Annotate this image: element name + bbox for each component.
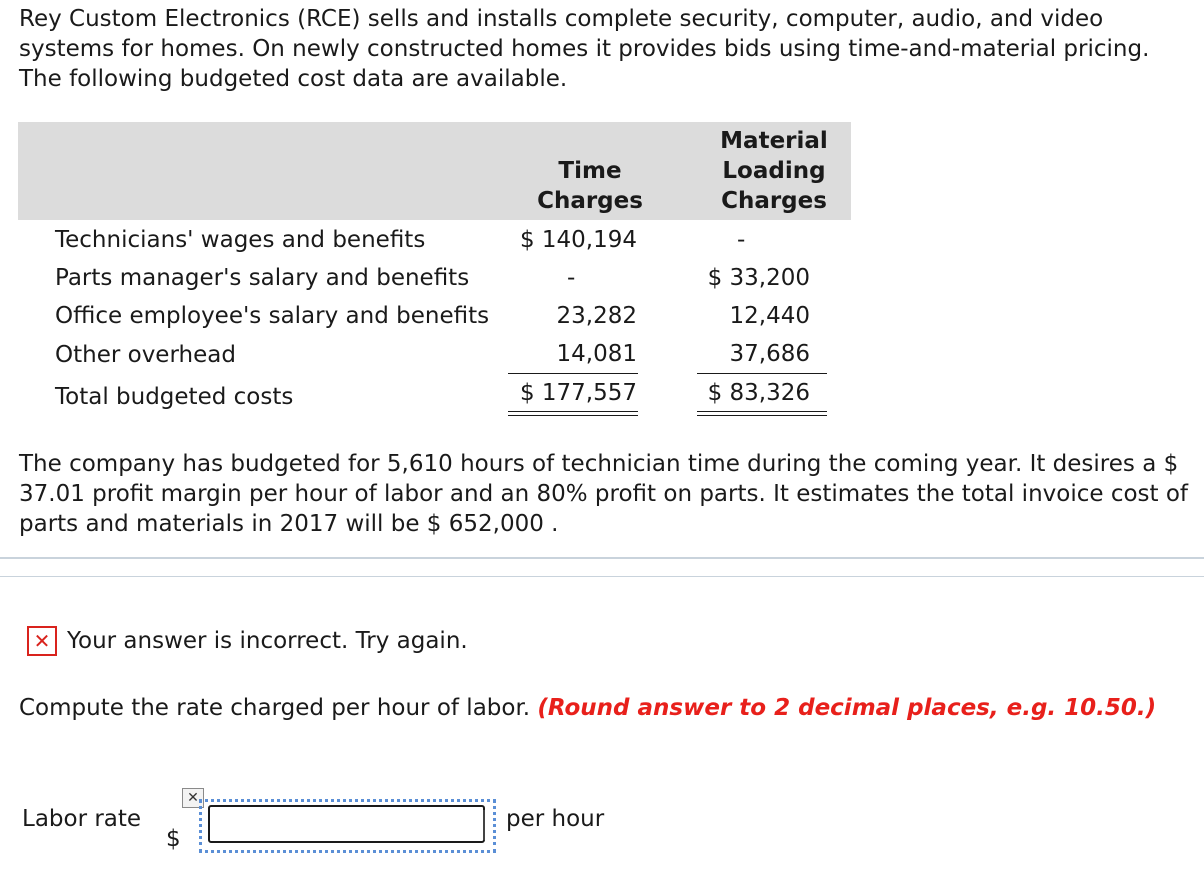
time-charges-header-line2: Charges (537, 188, 643, 214)
currency-symbol: $ (166, 826, 181, 852)
row-time-parts-manager: - (567, 265, 576, 291)
time-charges-header-line1: Time (558, 158, 622, 184)
material-header-line3: Charges (721, 188, 827, 214)
labor-rate-input-focus-ring (199, 799, 496, 853)
material-header-line1: Material (720, 128, 828, 154)
total-double-rule-time-2 (508, 415, 638, 416)
unit-label: per hour (506, 806, 605, 832)
row-time-technicians: $ 140,194 (519, 227, 637, 253)
question-hint: (Round answer to 2 decimal places, e.g. 10.50.) (537, 695, 1157, 721)
row-time-total: $ 177,557 (519, 380, 637, 406)
row-material-other-overhead: 37,686 (729, 341, 810, 367)
row-label-technicians: Technicians' wages and benefits (55, 227, 426, 253)
total-double-rule-time-1 (508, 411, 638, 412)
clear-answer-icon[interactable]: ✕ (182, 788, 204, 808)
section-divider-secondary (0, 576, 1204, 577)
subtotal-rule-time (508, 373, 638, 374)
subtotal-rule-material (697, 373, 827, 374)
row-material-total: $ 83,326 (707, 380, 810, 406)
row-material-technicians: - (737, 227, 746, 253)
row-label-total: Total budgeted costs (55, 384, 294, 410)
row-material-parts-manager: $ 33,200 (707, 265, 810, 291)
total-double-rule-material-1 (697, 411, 827, 412)
incorrect-icon: ✕ (27, 626, 57, 656)
feedback-message: Your answer is incorrect. Try again. (67, 628, 468, 654)
row-label-office-employee: Office employee's salary and benefits (55, 303, 490, 329)
question-prompt: Compute the rate charged per hour of labor. (19, 695, 538, 721)
labor-rate-label: Labor rate (22, 806, 142, 832)
row-label-parts-manager: Parts manager's salary and benefits (55, 265, 470, 291)
problem-intro: Rey Custom Electronics (RCE) sells and installs complete security, computer, audio, and video systems for homes. On newly constructed homes it provides bids using time-and-material pricing. The following budgeted cost data are available. (19, 6, 1150, 92)
row-material-office-employee: 12,440 (729, 303, 810, 329)
row-label-other-overhead: Other overhead (55, 342, 236, 368)
question-text (19, 693, 1169, 723)
problem-info: The company has budgeted for 5,610 hours of technician time during the coming year. It desires a $ 37.01 profit margin per hour of labor and an 80% profit on parts. It estimates the total invoice cost of parts and materials in 2017 will be $ 652,000 . (19, 451, 1189, 537)
total-double-rule-material-2 (697, 415, 827, 416)
row-time-other-overhead: 14,081 (556, 341, 637, 367)
input-resize-handle (483, 810, 485, 840)
row-time-office-employee: 23,282 (556, 303, 637, 329)
labor-rate-input[interactable] (208, 805, 485, 843)
section-divider (0, 557, 1204, 559)
material-header-line2: Loading (722, 158, 826, 184)
